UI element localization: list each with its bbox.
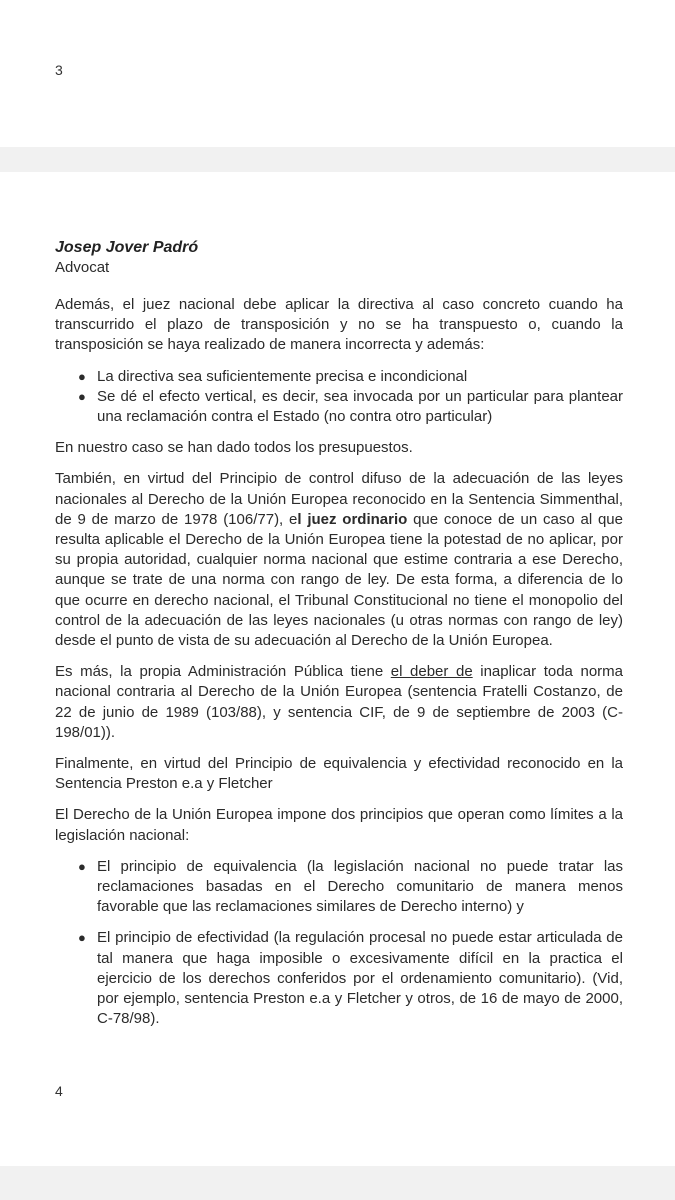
list-item: ● El principio de equivalencia (la legislación nacional no puede tratar las reclamaciones basadas en el Derecho comunitario de manera menos favorable que las reclamaciones similares de Derecho interno) y: [78, 857, 623, 916]
conditions-list: [55, 367, 623, 428]
bullet-icon: ●: [78, 368, 86, 384]
list-item: ● La directiva sea suficientemente precisa e incondicional: [97, 367, 623, 387]
paragraph-6: El Derecho de la Unión Europea impone dos principios que operan como límites a la legislación nacional:: [55, 806, 623, 844]
author-role: Advocat: [55, 259, 110, 276]
paragraph-2: En nuestro caso se han dado todos los presupuestos.: [55, 439, 413, 457]
bullet-icon: ●: [78, 388, 86, 404]
bullet-icon: ●: [78, 930, 86, 946]
page-4: [0, 172, 675, 1166]
paragraph-5: Finalmente, en virtud del Principio de equivalencia y efectividad reconocido en la Sentencia Preston e.a y Fletcher: [55, 755, 623, 793]
bullet-icon: ●: [78, 858, 86, 874]
bold-term: l juez ordinario: [297, 510, 408, 528]
page-number: 3: [55, 62, 63, 78]
list-item: ● Se dé el efecto vertical, es decir, sea invocada por un particular para plantear una reclamación contra el Estado (no contra otro particular): [78, 387, 623, 426]
principles-list: [55, 857, 623, 1030]
paragraph-1: Además, el juez nacional debe aplicar la directiva al caso concreto cuando ha transcurrido el plazo de transposición y no se ha transpuesto o, cuando la transposición se haya realizado de manera incorrecta y además:: [55, 296, 623, 354]
paragraph-4: Es más, la propia Administración Pública tiene el deber de inaplicar toda norma nacional contraria al Derecho de la Unión Europea (sentencia Fratelli Costanzo, de 22 de junio de 1989 (103/88), y sentencia CIF, de 9 de septiembre de 2003 (C-198/01)).: [55, 663, 624, 741]
page-number: 4: [55, 1083, 63, 1099]
page-content: [55, 238, 623, 1041]
author-name: Josep Jover Padró: [55, 239, 199, 256]
paragraph-3: También, en virtud del Principio de control difuso de la adecuación de las leyes nacionales al Derecho de la Unión Europea reconocido en la Sentencia Simmenthal, de 9 de marzo de 1978 (106/77), el juez ordinario que conoce de un caso al que resulta aplicable el Derecho de la Unión Europea tiene la potestad de no aplicar, por su propia autoridad, cualquier norma nacional que estime contraria a ese Derecho, aunque se trate de una norma con rango de ley. De esta forma, a diferencia de lo que ocurre en derecho nacional, el Tribunal Constitucional no tiene el monopolio del control de la adecuación de las leyes nacionales (u otras normas con rango de ley) desde el punto de vista de su adecuación al Derecho de la Unión Europea.: [55, 470, 623, 650]
underlined-term: el deber de: [390, 663, 473, 681]
page-3: [0, 0, 675, 147]
list-item: ● El principio de efectividad (la regulación procesal no puede estar articulada de tal manera que haga imposible o excesivamente difícil en la practica el ejercicio de los derechos conferidos por el ordenamiento comunitario). (Vid, por ejemplo, sentencia Preston e.a y Fletcher y otros, de 16 de mayo de 2000, C-78/98).: [78, 929, 623, 1028]
